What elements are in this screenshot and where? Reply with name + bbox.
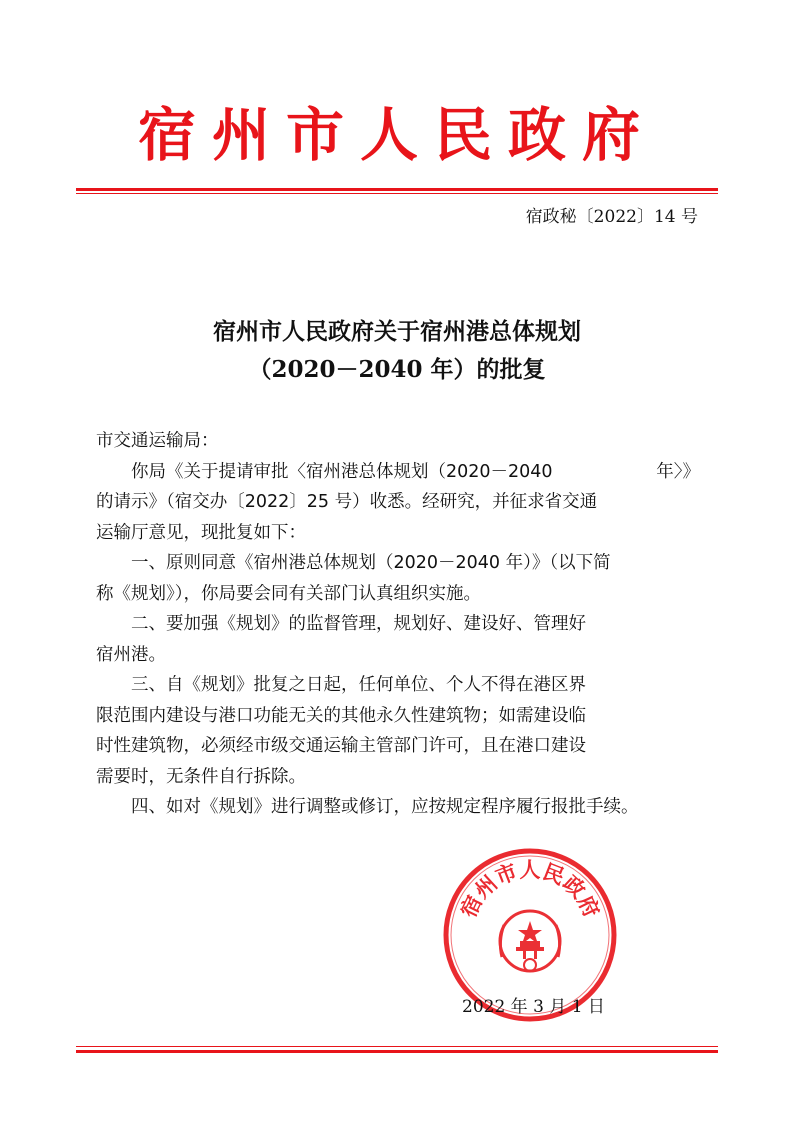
header-rule-thin bbox=[76, 193, 718, 194]
body-line: 你局《关于提请审批〈宿州港总体规划（2020－2040 年〉》 bbox=[131, 461, 700, 482]
body-line: 宿州港。 bbox=[96, 644, 166, 665]
body-line: 一、原则同意《宿州港总体规划（2020－2040 年）》（以下简 bbox=[131, 553, 611, 573]
footer-rule-thin bbox=[76, 1046, 718, 1047]
body-line: 的请示》（宿交办〔2022〕25 号）收悉。经研究，并征求省交通 bbox=[96, 492, 598, 512]
header-rule-thick bbox=[76, 188, 718, 191]
body-line: 时性建筑物，必须经市级交通运输主管部门许可，且在港口建设 bbox=[96, 736, 586, 756]
issue-date: 2022 年 3 月 1 日 bbox=[462, 997, 605, 1017]
body-line: 需要时，无条件自行拆除。 bbox=[96, 766, 306, 787]
seal-char: 宿 bbox=[456, 891, 487, 922]
document-title-line-1: 宿州市人民政府关于宿州港总体规划 bbox=[213, 318, 581, 345]
seal-char: 人 bbox=[519, 858, 541, 882]
body-line: 二、要加强《规划》的监督管理，规划好、建设好、管理好 bbox=[131, 614, 586, 634]
body-line: 限范围内建设与港口功能无关的其他永久性建筑物；如需建设临 bbox=[96, 705, 586, 726]
body-line: 四、如对《规划》进行调整或修订，应按规定程序履行报批手续。 bbox=[131, 797, 639, 817]
seal-char: 市 bbox=[492, 859, 521, 890]
issuing-authority-header: 宿州市人民政府 bbox=[137, 101, 656, 169]
body-line: 称《规划》），你局要会同有关部门认真组织实施。 bbox=[96, 583, 481, 604]
document-title-line-2: （2020－2040 年）的批复 bbox=[248, 356, 546, 383]
seal-char: 州 bbox=[470, 871, 502, 904]
seal-char: 政 bbox=[558, 871, 590, 904]
national-emblem-icon bbox=[500, 911, 560, 971]
document-body bbox=[96, 426, 700, 823]
salutation: 市交通运输局： bbox=[96, 431, 219, 451]
footer-rule-thick bbox=[76, 1050, 718, 1053]
seal-char: 府 bbox=[573, 891, 604, 922]
seal-char: 民 bbox=[539, 859, 568, 890]
body-line: 三、自《规划》批复之日起，任何单位、个人不得在港区界 bbox=[131, 675, 586, 695]
document-number: 宿政秘〔2022〕14 号 bbox=[525, 207, 698, 227]
body-line: 运输厅意见，现批复如下： bbox=[96, 522, 306, 543]
